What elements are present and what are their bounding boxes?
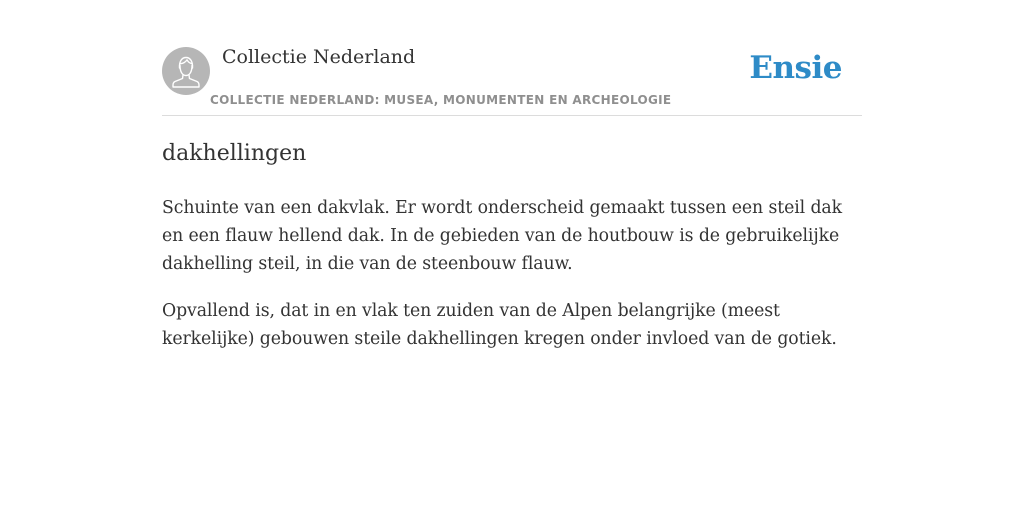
author-name[interactable]: Collectie Nederland: [222, 46, 416, 68]
entry-title: dakhellingen: [162, 141, 307, 166]
ensie-logo[interactable]: Ensie: [749, 50, 842, 86]
entry-header: [162, 40, 862, 116]
entry-paragraph-1: Schuinte van een dakvlak. Er wordt onderscheid gemaakt tussen een steil dak en een flauw hellend dak. In de gebieden van de houtbouw is de gebruikelijke dakhelling steil, in die van de steenbouw flauw.: [162, 198, 843, 274]
source-subtitle[interactable]: COLLECTIE NEDERLAND: MUSEA, MONUMENTEN EN ARCHEOLOGIE: [210, 93, 672, 107]
user-silhouette-icon: [162, 47, 210, 95]
author-avatar[interactable]: [162, 47, 210, 95]
entry-content: [162, 136, 862, 353]
entry-paragraph-2: Opvallend is, dat in en vlak ten zuiden van de Alpen belangrijke (meest kerkelijke) gebouwen steile dakhellingen kregen onder invloed van de gotiek.: [162, 301, 837, 349]
